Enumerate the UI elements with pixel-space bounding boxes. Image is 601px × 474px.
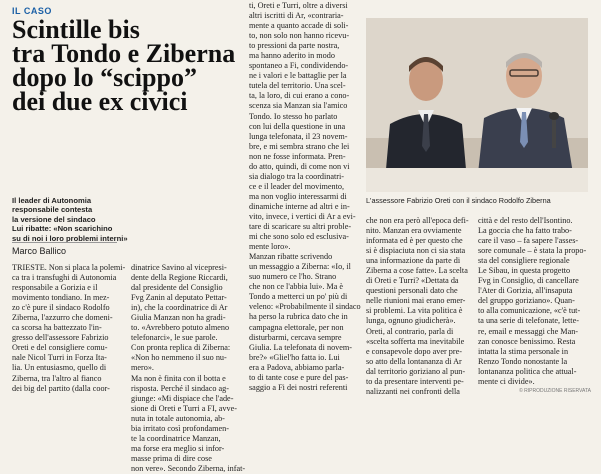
text-line: questioni personali dato che bbox=[366, 286, 458, 296]
headline-line: Scintille bis bbox=[12, 15, 140, 44]
text-line: ne i valori e le battaglie per la bbox=[249, 71, 347, 81]
text-line: TRIESTE. Non si placa la polemi- bbox=[12, 263, 126, 272]
text-line: mente a quanto accade di soli- bbox=[249, 21, 349, 31]
text-line: Ziberna a cose fatte». La scelta bbox=[366, 266, 468, 276]
text-line: mente loro». bbox=[249, 242, 291, 252]
photo-illustration bbox=[366, 18, 588, 192]
text-line: un messaggio a Ziberna: «Io, il bbox=[249, 262, 351, 272]
text-line: mero». bbox=[131, 363, 154, 373]
text-line: in), che la coordinatrice di Ar bbox=[131, 303, 228, 313]
text-line: che non era però all'epoca defi- bbox=[366, 216, 469, 225]
text-line: re, email e messaggi che Man- bbox=[478, 326, 579, 336]
text-line: dente della Regione Riccardi, bbox=[131, 273, 228, 283]
text-line: saggio a Fi dei nostri referenti bbox=[249, 382, 348, 392]
text-line: La goccia che ha fatto trabo- bbox=[478, 226, 572, 236]
summary-line: la versione del sindaco bbox=[12, 214, 96, 224]
text-line: si problemi. La vita politica è bbox=[366, 306, 463, 316]
text-line: nito. Manzan era ovviamente bbox=[366, 226, 462, 236]
text-line: era a Padova, abbiamo parla- bbox=[249, 362, 345, 372]
text-line: Ziberna, l'azzurro che domeni- bbox=[12, 313, 113, 323]
text-line: e consapevole dopo aver pre- bbox=[366, 346, 462, 356]
text-line: «scelta sofferta ma inevitabile bbox=[366, 336, 465, 346]
text-line: ca tra i transfughi di Autonomia bbox=[12, 273, 117, 283]
text-line: campagna elettorale, per non bbox=[249, 322, 344, 332]
text-line: to. «Avrebbero potuto almeno bbox=[131, 323, 230, 333]
text-line: con lui della questione in una bbox=[249, 121, 346, 131]
text-line: nalizzanti nei confronti della bbox=[366, 386, 460, 396]
headline-line: tra Tondo e Ziberna bbox=[12, 39, 236, 68]
text-line: lunga telefonata, il 23 novem- bbox=[249, 131, 348, 141]
text-line: dal territorio goriziano al pun- bbox=[366, 366, 466, 376]
text-line: ta una serie di telefonate, lette- bbox=[478, 316, 579, 326]
text-line: ma hanno aderito in modo bbox=[249, 51, 335, 61]
text-line: bre?» «Gliel'ho fatta io. Lui bbox=[249, 352, 340, 362]
text-line: Oreti, al contrario, parla di bbox=[366, 326, 454, 336]
headline-line: dopo lo “scippo” bbox=[12, 63, 197, 92]
text-line: mente ci divide». bbox=[478, 376, 535, 386]
text-line: scenza sia Manzan sia l'amico bbox=[249, 101, 348, 111]
text-line: del gruppo goriziano». Quan- bbox=[478, 296, 575, 306]
text-line: tare di scaricare su altri proble- bbox=[249, 222, 352, 232]
text-line: Con pronta replica di Ziberna: bbox=[131, 343, 231, 353]
text-line: di Oreti e Turri? «Dettata da bbox=[366, 276, 459, 286]
text-line: Manzan ribatte scrivendo bbox=[249, 252, 333, 262]
text-line: to alla comunicazione, «c'è tut- bbox=[478, 306, 581, 316]
text-line: sione di Oreti e Turri a FI, avve- bbox=[131, 403, 237, 413]
text-column-5 bbox=[478, 216, 590, 387]
text-line: dei big del partito (dalla coor- bbox=[12, 383, 110, 393]
text-line: ti, Oreti e Turri, oltre a diversi bbox=[249, 1, 348, 10]
text-line: nelle riunioni mai erano emer- bbox=[366, 296, 466, 306]
text-line: zo c'è pure il sindaco Rodolfo bbox=[12, 303, 110, 313]
text-line: Oreti e del consigliere comu- bbox=[12, 343, 108, 353]
text-line: Giulia. La telefonata di novem- bbox=[249, 342, 352, 352]
text-line: do atto, quindi, di come non vi bbox=[249, 161, 350, 171]
text-line: suo numero ce l'ho. Strano bbox=[249, 272, 337, 282]
text-line: masse prima di dire cose bbox=[131, 453, 212, 463]
author-byline: Marco Ballico bbox=[12, 242, 117, 256]
text-line: Ziberna, tra l'altro al fianco bbox=[12, 373, 102, 383]
text-line: sia dialogo tra la coordinatri- bbox=[249, 171, 345, 181]
text-line: Renzo Tondo nonostante la bbox=[478, 356, 568, 366]
text-line: altri iscritti di Ar, «contraria- bbox=[249, 11, 344, 21]
photo-caption: L'assessore Fabrizio Oreti con il sindaco Rodolfo Ziberna bbox=[366, 196, 551, 205]
text-line: ta, la loro, di cui erano a cono- bbox=[249, 91, 350, 101]
text-line: non vere». Secondo Ziberna, infat- bbox=[131, 463, 246, 473]
text-line: disturbarmi, cercava sempre bbox=[249, 332, 342, 342]
text-column-1 bbox=[12, 263, 126, 394]
text-line: bre, e mi sembra strano che lei bbox=[249, 141, 350, 151]
text-line: nale Nicol Turri in Forza Ita- bbox=[12, 353, 107, 363]
article-headline bbox=[12, 15, 236, 116]
text-line: so atto della lontananza di Ar bbox=[366, 356, 462, 366]
text-line: che non ce l'abbia lui». Ma è bbox=[249, 282, 344, 292]
text-line: Le Sibau, in questa progetto bbox=[478, 266, 571, 276]
text-line: intatta la stima personale in bbox=[478, 346, 569, 356]
text-line: l'Ater di Gorizia, all'insaputa bbox=[478, 286, 573, 296]
text-line: vito, invece, i vertici di Ar a evi- bbox=[249, 211, 356, 221]
text-line: Giulia Manzan non ha gradi- bbox=[131, 313, 226, 323]
text-line: tutela del territorio. Una scel- bbox=[249, 81, 346, 91]
text-line: Ma non è finita con il botta e bbox=[131, 373, 226, 383]
text-line: dinatrice Savino al vicepresi- bbox=[131, 263, 227, 272]
text-line: lia. Un entusiasmo, quello di bbox=[12, 363, 107, 373]
text-line: si è dispiaciuta non ci sia stata bbox=[366, 246, 466, 256]
text-line: Fvg in Consiglio, di cancellare bbox=[478, 276, 579, 286]
text-line: informata ed è per questo che bbox=[366, 236, 463, 246]
text-line: risposta. Perché il sindaco ag- bbox=[131, 383, 229, 393]
text-line: ca scorsa ha battezzato l'in- bbox=[12, 323, 102, 333]
text-line: mi che sono solo ed esclusiva- bbox=[249, 232, 349, 242]
copyright-note: © RIPRODUZIONE RISERVATA bbox=[519, 388, 591, 394]
text-line: spontaneo a Fi, condividendo- bbox=[249, 61, 349, 71]
text-line: care il vaso – fa sapere l'asses- bbox=[478, 236, 579, 246]
summary-line: responsabile contesta bbox=[12, 205, 93, 215]
text-column-4 bbox=[366, 216, 472, 397]
summary-line: su di noi i loro problemi interni» bbox=[12, 233, 128, 243]
text-line: bia irritato così profondamen- bbox=[131, 423, 229, 433]
text-line: to da presentare interventi pe- bbox=[366, 376, 464, 386]
text-line: veleno: «Probabilmente il sindaco bbox=[249, 302, 361, 312]
text-line: gresso dell'assessore Fabrizio bbox=[12, 333, 109, 343]
text-line: una informazione da parte di bbox=[366, 256, 461, 266]
text-line: città e del resto dell'Isontino. bbox=[478, 216, 573, 225]
text-line: zan conosce benissimo. Resta bbox=[478, 336, 576, 346]
text-line: telefonarci», le sue parole. bbox=[131, 333, 218, 343]
text-line: ma forse era meglio si infor- bbox=[131, 443, 225, 453]
text-line: dal presidente del Consiglio bbox=[131, 283, 223, 293]
summary-line: Lui ribatte: «Non scarichino bbox=[12, 224, 113, 234]
text-line: sore comunale – è stata la propo- bbox=[478, 246, 587, 256]
text-column-2 bbox=[131, 263, 247, 474]
text-line: to di tante cose e pure del pas- bbox=[249, 372, 349, 382]
section-kicker: IL CASO bbox=[12, 6, 52, 16]
text-line: Tondo a metterci un po' più di bbox=[249, 292, 348, 302]
text-line: Tondo. Io stesso ho parlato bbox=[249, 111, 338, 121]
text-line: to pressioni da parte nostra, bbox=[249, 41, 340, 51]
text-line: te la coordinatrice Manzan, bbox=[131, 433, 221, 443]
text-line: Fvg Zanin al deputato Pettar- bbox=[131, 293, 227, 303]
text-line: responsabile a Gorizia e il bbox=[12, 283, 98, 293]
text-line: movimento tondiano. In mez- bbox=[12, 293, 110, 303]
text-line: dinamiche interne ad altri e in- bbox=[249, 201, 350, 211]
text-line: to, non solo non hanno ricevu- bbox=[249, 31, 350, 41]
text-line: «Non ho nemmeno il suo nu- bbox=[131, 353, 227, 363]
summary-line: Il leader di Autonomia bbox=[12, 196, 92, 205]
headline-line: dei due ex civici bbox=[12, 87, 188, 116]
text-line: sta del consigliere regionale bbox=[478, 256, 570, 266]
text-line: lontananza politica che attual- bbox=[478, 366, 577, 376]
text-line: nuta in totale autonomia, ab- bbox=[131, 413, 225, 423]
text-line: non ne fosse informata. Pren- bbox=[249, 151, 346, 161]
article-photo bbox=[366, 18, 588, 192]
text-line: giunge: «Mi dispiace che l'ade- bbox=[131, 393, 234, 403]
article-summary bbox=[12, 196, 128, 243]
text-line: ma non voglio interessarmi di bbox=[249, 191, 347, 201]
text-column-3 bbox=[249, 1, 361, 393]
text-line: ce e il leader del movimento, bbox=[249, 181, 345, 191]
text-line: lunga, ognuno giudicherà». bbox=[366, 316, 456, 326]
text-line: ha perso la rubrica dato che in bbox=[249, 312, 348, 322]
